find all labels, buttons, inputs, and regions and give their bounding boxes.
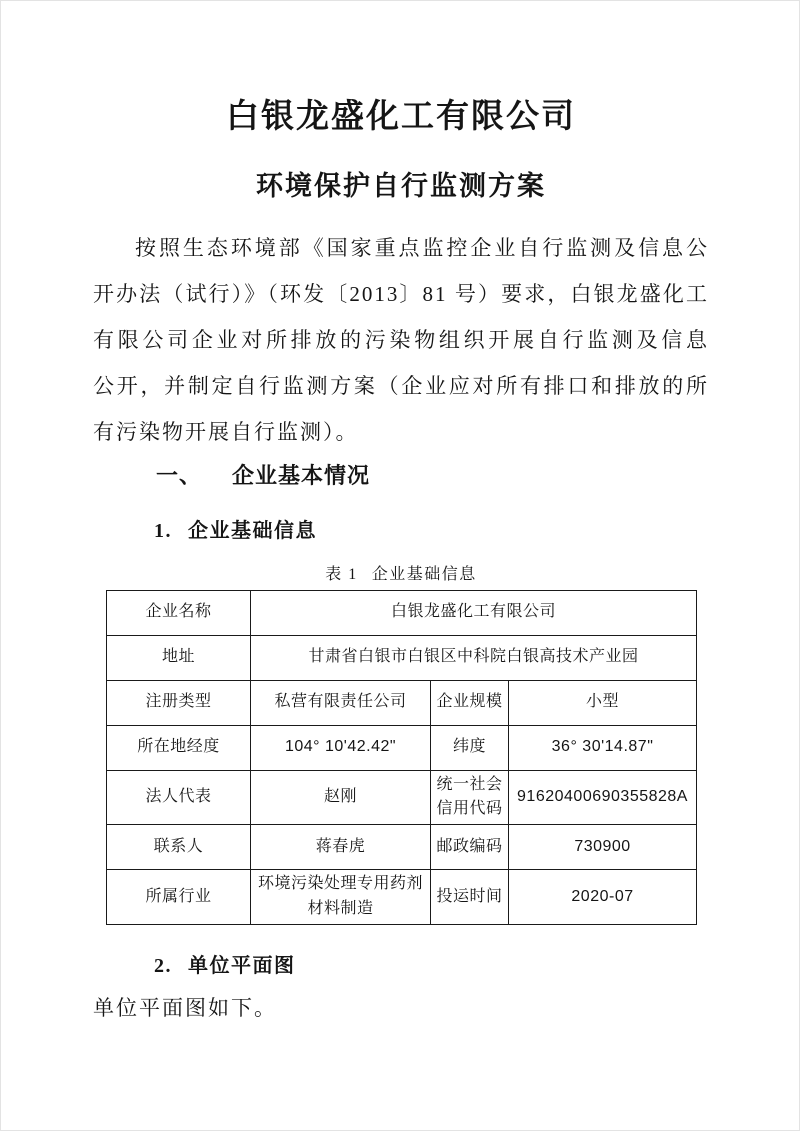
- table-row-legal-representative: [107, 770, 697, 825]
- cell-label: 联系人: [107, 825, 251, 870]
- cell-label: 地址: [107, 635, 251, 680]
- cell-label: 纬度: [431, 725, 509, 770]
- cell-label: 投运时间: [431, 870, 509, 925]
- intro-line: 公开，并制定自行监测方案（企业应对所有排口和排放的所: [93, 373, 709, 398]
- cell-value: 91620400690355828A: [509, 770, 697, 825]
- cell-label: 企业名称: [107, 590, 251, 635]
- cell-label: 注册类型: [107, 680, 251, 725]
- cell-value: 甘肃省白银市白银区中科院白银高技术产业园: [251, 635, 697, 680]
- section-label: 企业基本情况: [232, 462, 371, 488]
- table-row-company-name: [107, 590, 697, 635]
- document-title: 白银龙盛化工有限公司: [226, 99, 576, 135]
- cell-value: 环境污染处理专用药剂材料制造: [251, 870, 431, 925]
- table-row-coordinates: [107, 725, 697, 770]
- subsection-number: 1.: [154, 519, 172, 542]
- cell-value: 私营有限责任公司: [251, 680, 431, 725]
- cell-value: 小型: [509, 680, 697, 725]
- table-row-industry: [107, 870, 697, 925]
- subsection-heading-site-plan: [154, 949, 709, 978]
- table-caption-number: 表 1: [325, 565, 358, 583]
- table-caption-label: 企业基础信息: [371, 565, 477, 583]
- cell-label: 所属行业: [107, 870, 251, 925]
- cell-value: 730900: [509, 825, 697, 870]
- table-row-registration: [107, 680, 697, 725]
- cell-value: 赵刚: [251, 770, 431, 825]
- intro-line: 有污染物开展自行监测）。: [93, 419, 359, 444]
- cell-value: 104° 10'42.42": [251, 725, 431, 770]
- section-heading-company-basics: [156, 459, 709, 490]
- cell-value: 2020-07: [509, 870, 697, 925]
- company-info-table: [106, 590, 697, 925]
- cell-value: 白银龙盛化工有限公司: [251, 590, 697, 635]
- section-number: 一、: [156, 462, 203, 488]
- intro-line: 按照生态环境部《国家重点监控企业自行监测及信息公: [135, 235, 709, 260]
- subsection-number: 2.: [154, 954, 172, 977]
- cell-label: 法人代表: [107, 770, 251, 825]
- cell-value: 蒋春虎: [251, 825, 431, 870]
- subsection-label: 单位平面图: [188, 954, 296, 977]
- cell-label: 邮政编码: [431, 825, 509, 870]
- cell-label: 所在地经度: [107, 725, 251, 770]
- intro-paragraph: [93, 225, 709, 455]
- cell-label: 企业规模: [431, 680, 509, 725]
- subsection-heading-basic-info: [154, 514, 709, 543]
- table-row-contact: [107, 825, 697, 870]
- intro-line: 开办法（试行）》（环发〔2013〕81 号）要求，白银龙盛化工: [93, 281, 709, 306]
- table-row-address: [107, 635, 697, 680]
- cell-value: 36° 30'14.87": [509, 725, 697, 770]
- subsection-label: 企业基础信息: [188, 519, 317, 542]
- cell-label: 统一社会信用代码: [431, 770, 509, 825]
- document-subtitle: 环境保护自行监测方案: [256, 171, 546, 202]
- table-caption: [93, 561, 709, 584]
- closing-sentence: 单位平面图如下。: [93, 995, 277, 1020]
- intro-line: 有限公司企业对所排放的污染物组织开展自行监测及信息: [93, 327, 709, 352]
